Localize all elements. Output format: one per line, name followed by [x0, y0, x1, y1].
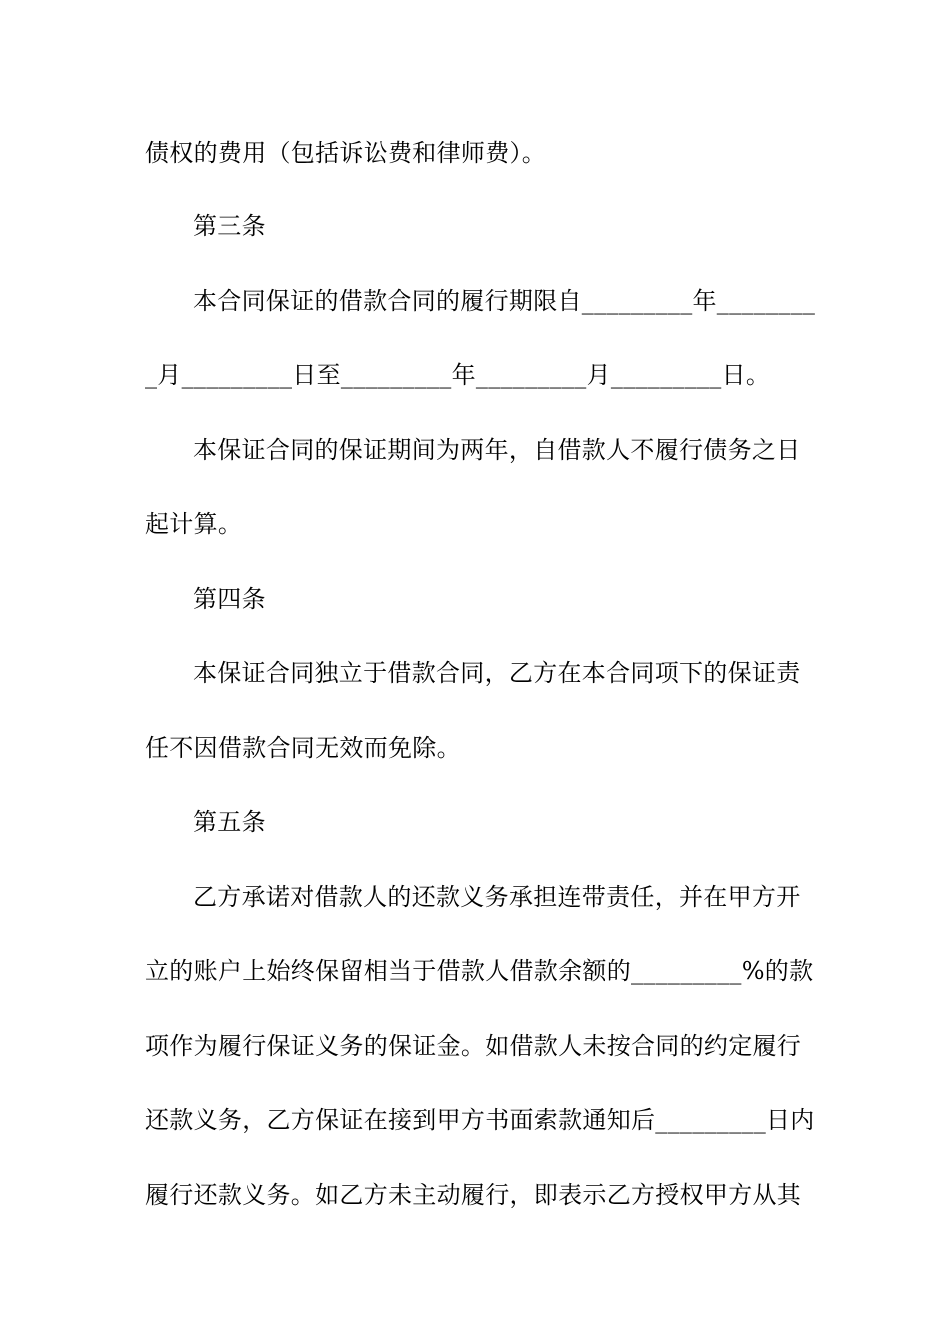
- paragraph-line: _月_________日至_________年_________月_________日。: [145, 361, 771, 389]
- article-heading: 第四条: [193, 585, 266, 613]
- paragraph-line: 任不因借款合同无效而免除。: [145, 734, 461, 762]
- paragraph-line: 乙方承诺对借款人的还款义务承担连带责任，并在甲方开: [193, 883, 801, 911]
- paragraph-line: 债权的费用（包括诉讼费和律师费）。: [145, 139, 547, 167]
- article-heading: 第五条: [193, 808, 266, 836]
- paragraph-line: 立的账户上始终保留相当于借款人借款余额的_________%的款: [145, 957, 814, 985]
- paragraph-line: 起计算。: [145, 510, 243, 538]
- paragraph-line: 项作为履行保证义务的保证金。如借款人未按合同的约定履行: [145, 1032, 802, 1060]
- paragraph-line: 还款义务，乙方保证在接到甲方书面索款通知后_________日内: [145, 1106, 815, 1134]
- paragraph-line: 本保证合同独立于借款合同，乙方在本合同项下的保证责: [193, 659, 801, 687]
- article-heading: 第三条: [193, 212, 266, 240]
- paragraph-line: 本保证合同的保证期间为两年，自借款人不履行债务之日: [193, 436, 801, 464]
- paragraph-line: 履行还款义务。如乙方未主动履行，即表示乙方授权甲方从其: [145, 1181, 802, 1209]
- paragraph-line: 本合同保证的借款合同的履行期限自_________年________: [193, 287, 816, 315]
